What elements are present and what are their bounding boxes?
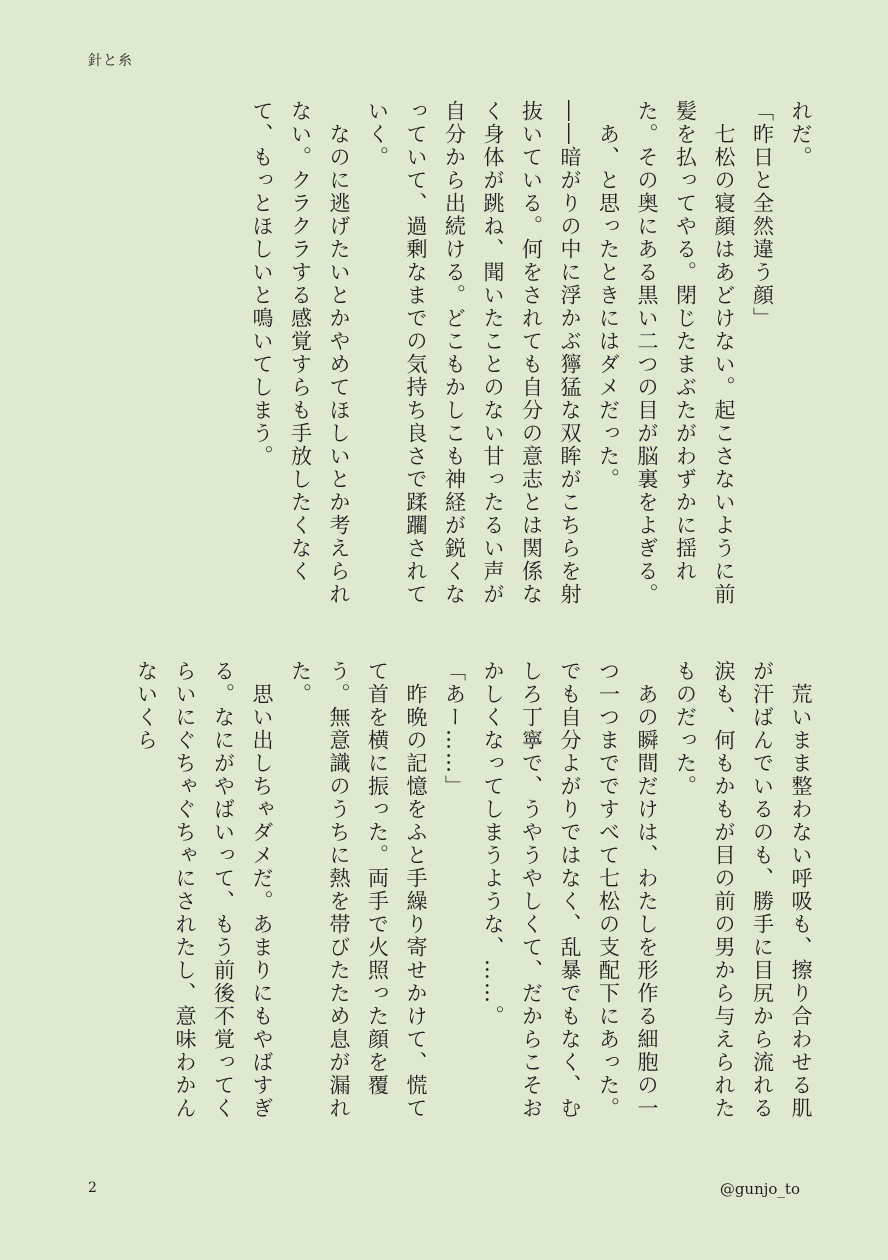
paragraph: 昨晩の記憶をふと手繰り寄せかけて、慌てて首を横に振った。両手で火照った顔を覆う。無意識のうちに熱を帯びたため息が漏れた。: [288, 660, 428, 1120]
paragraph: あ、と思ったときにはダメだった。: [596, 100, 621, 491]
paragraph: 荒いまま整わない呼吸も、擦り合わせる肌が汗ばんでいるのも、勝手に目尻から流れる涙も、何もかもが目の前の男から与えられたものだった。: [673, 660, 813, 1120]
text-block-top: [85, 100, 820, 620]
paragraph: ――暗がりの中に浮かぶ獰猛な双眸がこちらを射抜いている。何をされても自分の意志とは関係なく身体が跳ね、聞いたことのない甘ったるい声が自分から出続ける。どこもかしこも神経が鋭くなっていて、過剰なまでの気持ち良さで蹂躙されていく。: [365, 100, 582, 606]
paragraph: 思い出しちゃダメだ。あまりにもやばすぎる。なにがやばいって、もう前後不覚ってくらいにぐちゃぐちゃにされたし、意味わかんないくら: [134, 660, 274, 1120]
paragraph: なのに逃げたいとかやめてほしいとか考えられない。クラクラする感覚すらも手放したくなくて、もっとほしいと鳴いてしまう。: [250, 100, 351, 606]
paragraph: あの瞬間だけは、わたしを形作る細胞の一つ一つまでですべて七松の支配下にあった。でも自分よがりではなく、乱暴でもなく、むしろ丁寧で、うやうやしくて、だからこそおかしくなってしまうような、……。: [481, 660, 659, 1120]
paragraph: れだ。: [789, 100, 813, 169]
paragraph: 「あー……」: [442, 660, 467, 798]
page-number: 2: [88, 1180, 97, 1196]
author-handle: @gunjo_to: [719, 1180, 800, 1198]
paragraph: 七松の寝顔はあどけない。起こさないように前髪を払ってやる。閉じたまぶたがわずかに揺れた。その奥にある黒い二つの目が脳裏をよぎる。: [635, 100, 736, 606]
text-block-bottom: [85, 660, 820, 1140]
paragraph: 「昨日と全然違う顔」: [750, 100, 775, 330]
page-header-title: 針と糸: [88, 53, 133, 69]
